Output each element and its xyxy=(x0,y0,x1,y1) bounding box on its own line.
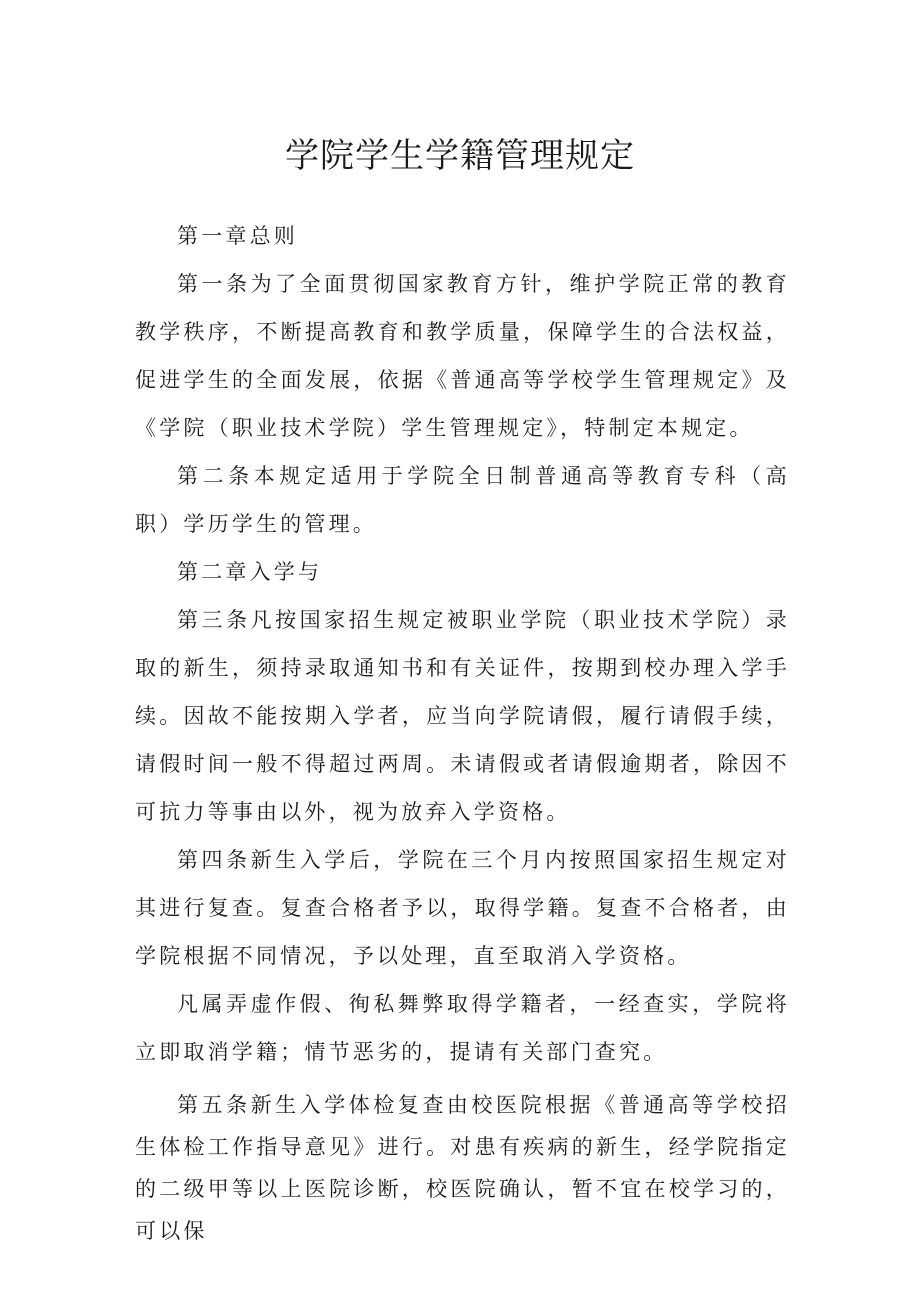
article-paragraph-4: 第四条新生入学后，学院在三个月内按照国家招生规定对其进行复查。复查合格者予以，取得学籍。复查不合格者，由学院根据不同情况，予以处理，直至取消入学资格。 xyxy=(135,848,790,968)
article-paragraph-5: 第五条新生入学体检复查由校医院根据《普通高等学校招生体检工作指导意见》进行。对患有疾病的新生，经学院指定的二级甲等以上医院诊断，校医院确认，暂不宜在校学习的，可以保 xyxy=(135,1093,790,1243)
chapter-heading-1: 第一章总则 xyxy=(177,224,298,248)
chapter-heading-2: 第二章入学与 xyxy=(177,560,323,584)
article-paragraph-4-continued: 凡属弄虚作假、徇私舞弊取得学籍者，一经查实，学院将立即取消学籍；情节恶劣的，提请有关部门查究。 xyxy=(135,992,790,1064)
article-paragraph-3: 第三条凡按国家招生规定被职业学院（职业技术学院）录取的新生，须持录取通知书和有关证件，按期到校办理入学手续。因故不能按期入学者，应当向学院请假，履行请假手续，请假时间一般不得超过两周。未请假或者请假逾期者，除因不可抗力等事由以外，视为放弃入学资格。 xyxy=(135,608,790,824)
article-paragraph-1: 第一条为了全面贯彻国家教育方针，维护学院正常的教育教学秩序，不断提高教育和教学质量，保障学生的合法权益，促进学生的全面发展，依据《普通高等学校学生管理规定》及《学院（职业技术学院）学生管理规定》，特制定本规定。 xyxy=(135,272,790,440)
article-paragraph-2: 第二条本规定适用于学院全日制普通高等教育专科（高职）学历学生的管理。 xyxy=(135,464,790,536)
document-body xyxy=(135,212,790,1252)
document-title: 学院学生学籍管理规定 xyxy=(285,136,635,176)
